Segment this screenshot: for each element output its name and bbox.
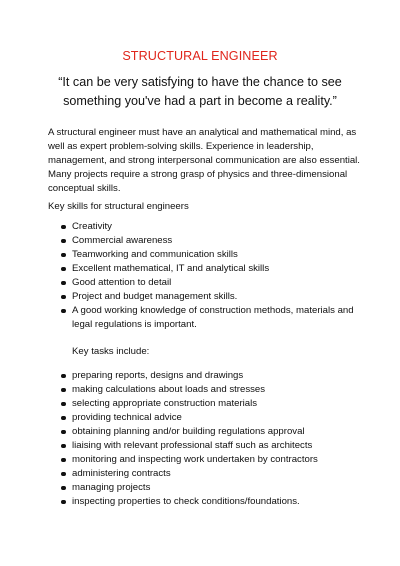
list-item	[60, 248, 354, 262]
list-item-text: administering contracts	[72, 468, 171, 479]
list-item-text: inspecting properties to check conditions/foundations.	[72, 496, 300, 507]
quote-line: something you've had a part in become a reality.”	[63, 94, 337, 108]
intro-line: A structural engineer must have an analytical and mathematical mind, as	[48, 127, 357, 138]
intro-line: Many projects require a strong grasp of physics and three-dimensional	[48, 169, 348, 180]
list-item-text: preparing reports, designs and drawings	[72, 370, 244, 381]
list-item	[60, 276, 354, 290]
list-item-text: liaising with relevant professional staff such as architects	[72, 440, 313, 451]
list-item	[60, 453, 318, 467]
list-item	[60, 425, 318, 439]
list-item-text-continued: legal regulations is important.	[72, 319, 197, 330]
intro-paragraph	[48, 126, 368, 196]
tasks-list	[60, 369, 318, 509]
list-item	[60, 467, 318, 481]
tasks-heading: Key tasks include:	[72, 346, 150, 357]
quote-block	[0, 73, 400, 111]
list-item-text: Project and budget management skills.	[72, 291, 238, 302]
list-item	[60, 439, 318, 453]
skills-heading: Key skills for structural engineers	[48, 201, 189, 212]
document-title: STRUCTURAL ENGINEER	[122, 49, 278, 63]
list-item-text: selecting appropriate construction materials	[72, 398, 258, 409]
list-item	[60, 234, 354, 248]
list-item	[60, 290, 354, 304]
list-item	[60, 411, 318, 425]
list-item	[60, 220, 354, 234]
list-item-text: managing projects	[72, 482, 151, 493]
list-item	[60, 262, 354, 276]
list-item	[60, 481, 318, 495]
list-item	[60, 383, 318, 397]
list-item-text: making calculations about loads and stresses	[72, 384, 266, 395]
quote-line: “It can be very satisfying to have the chance to see	[58, 75, 342, 89]
intro-line: conceptual skills.	[48, 183, 121, 194]
intro-line: well as expert problem-solving skills. Experience in leadership,	[48, 141, 314, 152]
list-item	[60, 369, 318, 383]
list-item	[60, 397, 318, 411]
list-item	[60, 304, 354, 332]
list-item-text: monitoring and inspecting work undertaken by contractors	[72, 454, 318, 465]
list-item	[60, 495, 318, 509]
list-item-text: Teamworking and communication skills	[72, 249, 238, 260]
list-item-text: obtaining planning and/or building regulations approval	[72, 426, 305, 437]
intro-line: management, and strong interpersonal communication are also essential.	[48, 155, 360, 166]
skills-list	[60, 220, 354, 332]
list-item-text: Creativity	[72, 221, 112, 232]
list-item-text: Commercial awareness	[72, 235, 173, 246]
list-item-text: Excellent mathematical, IT and analytical skills	[72, 263, 270, 274]
list-item-text: Good attention to detail	[72, 277, 172, 288]
list-item-text: providing technical advice	[72, 412, 182, 423]
list-item-text: A good working knowledge of construction methods, materials and	[72, 305, 354, 316]
